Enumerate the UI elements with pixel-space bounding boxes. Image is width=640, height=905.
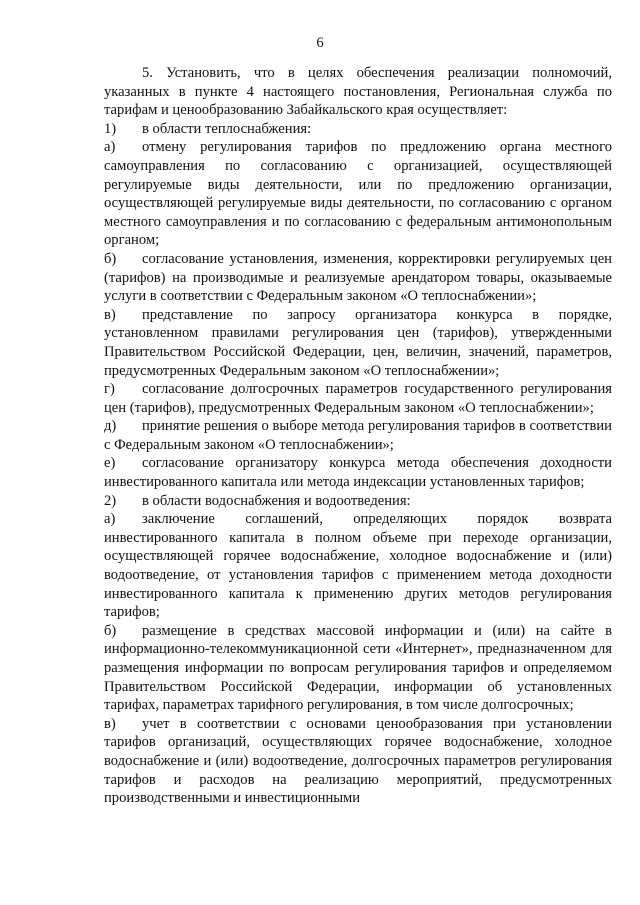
item-marker: е) [104,455,116,472]
item-text: размещение в средствах массовой информации и (или) на сайте в информационно-телекоммуникационной сети «Интернет», предназначенном для размещения информации по вопросам регулирования тарифов и определяемом Правительством Российской Федерации, информации об установленных тарифах, параметрах тарифного регулирования, в том числе долгосрочных; [104,622,612,714]
section-1-item-b [104,250,612,306]
item-marker: б) [104,622,117,639]
section-2-item-v [104,715,612,808]
section-1-heading [104,120,612,139]
item-marker: а) [104,511,116,528]
section-2-item-b [104,622,612,715]
document-body [104,64,612,808]
item-text: представление по запросу организатора конкурса в порядке, установленном правилами регулирования цен (тарифов), утвержденными Правительством Российской Федерации, цен, величин, значений, параметров, предусмотренных Федеральным законом «О теплоснабжении»; [104,306,612,379]
section-2-title: в области водоснабжения и водоотведения: [142,492,411,509]
section-2-heading [104,492,612,511]
intro-paragraph: 5. Установить, что в целях обеспечения реализации полномочий, указанных в пункте 4 настоящего постановления, Региональная служба по тарифам и ценообразованию Забайкальского края осуществляет: [104,65,612,119]
section-1-item-v [104,306,612,380]
section-1-item-a [104,138,612,250]
item-marker: в) [104,306,116,323]
item-text: учет в соответствии с основами ценообразования при установлении тарифов организаций, осуществляющих горячее водоснабжение, холодное водоснабжение и (или) водоотведение, долгосрочных параметров регулирования тарифов и расходов на реализацию мероприятий, предусмотренных производственными и инвестиционными [104,715,612,807]
item-marker: г) [104,381,115,398]
item-marker: а) [104,139,116,156]
item-marker: в) [104,715,116,732]
item-text: отмену регулирования тарифов по предложению органа местного самоуправления по согласованию с организацией, осуществляющей регулируемые виды деятельности, или по предложению организации, осуществляющей регулируемые виды деятельности, по согласованию с органом местного самоуправления и по согласованию с федеральным антимонопольным органом; [104,139,612,249]
section-1-item-g [104,380,612,417]
item-text: согласование организатору конкурса метода обеспечения доходности инвестированного капитала или метода индексации установленных тарифов; [104,455,612,491]
item-text: согласование установления, изменения, корректировки регулируемых цен (тарифов) на производимые и реализуемые арендатором товары, оказываемые услуги в соответствии с Федеральным законом «О теплоснабжении»; [104,250,612,305]
item-text: заключение соглашений, определяющих порядок возврата инвестированного капитала в полном объеме при переходе организации, осуществляющей горячее водоснабжение, холодное водоснабжение и (или) водоотведение, от установления тарифов с применением метода доходности инвестированного капитала к применению других методов регулирования тарифов; [104,511,612,621]
section-2-marker: 2) [104,492,117,509]
item-text: принятие решения о выборе метода регулирования тарифов в соответствии с Федеральным законом «О теплоснабжении»; [104,418,612,453]
page-number: 6 [316,35,324,51]
section-2-item-a [104,510,612,622]
section-1-item-e [104,454,612,491]
section-1-marker: 1) [104,120,117,137]
item-marker: д) [104,418,117,435]
item-text: согласование долгосрочных параметров государственного регулирования цен (тарифов), предусмотренных Федеральным законом «О теплоснабжении»; [104,381,612,416]
section-1-item-d [104,417,612,454]
item-marker: б) [104,250,117,267]
section-1-title: в области теплоснабжения: [142,120,312,137]
